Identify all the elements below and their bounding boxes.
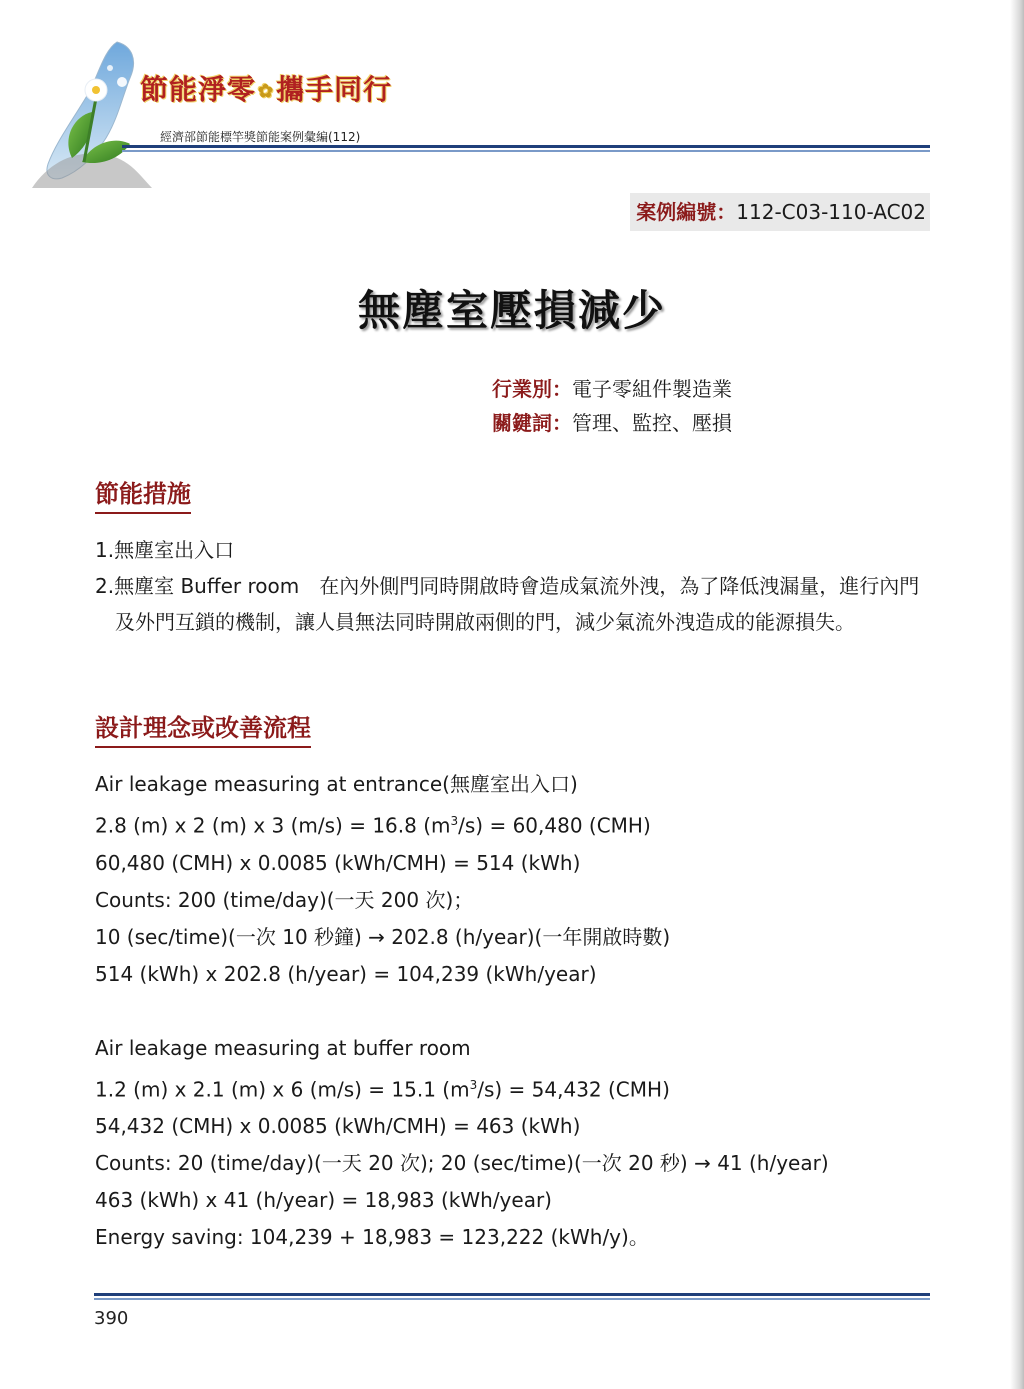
header-subtitle: 經濟部節能標竿獎節能案例彙編(112): [160, 130, 361, 144]
measures-list: [95, 532, 935, 640]
taiwan-plant-logo: [22, 38, 182, 188]
calc-line-part: 2.8 (m) x 2 (m) x 3 (m/s) = 16.8 (m: [95, 813, 451, 838]
header-rule: [122, 145, 930, 152]
keywords-value: 管理、監控、壓損: [572, 411, 732, 435]
calculation-text: [95, 766, 935, 1256]
spacer: [95, 993, 935, 1030]
calc-line-part: /s) = 54,432 (CMH): [477, 1077, 670, 1102]
header-rule-dark: [122, 145, 930, 148]
page-title: 無塵室壓損減少: [357, 286, 666, 335]
calc-line: 10 (sec/time)(一次 10 秒鐘) → 202.8 (h/year)(一年開啟時數): [95, 924, 671, 949]
calc-line: Air leakage measuring at entrance(無塵室出入口): [95, 772, 578, 796]
case-meta: [492, 372, 732, 440]
footer-rule-dark: [94, 1293, 930, 1296]
calc-line: [95, 1067, 935, 1109]
page-edge-shadow: [1010, 0, 1024, 1389]
keywords-label: 關鍵詞：: [492, 411, 572, 435]
calc-line: Counts: 20 (time/day)(一天 20 次); 20 (sec/time)(一次 20 秒) → 41 (h/year): [95, 1151, 829, 1176]
industry-value: 電子零組件製造業: [572, 377, 732, 401]
calc-line: 60,480 (CMH) x 0.0085 (kWh/CMH) = 514 (kWh): [95, 850, 581, 875]
industry-label: 行業別：: [492, 377, 572, 401]
footer-rule: [94, 1293, 930, 1300]
calc-line-part: 1.2 (m) x 2.1 (m) x 6 (m/s) = 15.1 (m: [95, 1077, 470, 1102]
section-heading-design: 設計理念或改善流程: [95, 708, 311, 748]
flower-icon: ✿: [258, 81, 275, 102]
calc-line-part: /s) = 60,480 (CMH): [458, 813, 651, 838]
case-number: [630, 193, 930, 231]
calc-line: 54,432 (CMH) x 0.0085 (kWh/CMH) = 463 (kWh): [95, 1114, 581, 1139]
calc-line: Energy saving: 104,239 + 18,983 = 123,222 (kWh/y)。: [95, 1225, 649, 1250]
measure-item: 1.無塵室出入口: [95, 538, 235, 562]
header-title-part1: 節能淨零: [140, 73, 257, 106]
header-rule-light: [122, 150, 930, 152]
measure-item: 2.無塵室 Buffer room 在內外側門同時開啟時會造成氣流外洩，為了降低洩漏量，進行內門及外門互鎖的機制，讓人員無法同時開啟兩側的門，減少氣流外洩造成的能源損失。: [95, 574, 920, 634]
calc-line: Air leakage measuring at buffer room: [95, 1035, 471, 1060]
superscript: 3: [469, 1077, 478, 1092]
footer-rule-light: [94, 1298, 930, 1300]
calc-line: 463 (kWh) x 41 (h/year) = 18,983 (kWh/year): [95, 1188, 552, 1213]
case-number-label: 案例編號：: [636, 200, 737, 224]
calc-line: [95, 803, 935, 845]
keywords-row: [492, 406, 732, 440]
case-number-value: 112-C03-110-AC02: [736, 200, 926, 224]
header-brand-title: [140, 68, 392, 108]
page-number: 390: [94, 1308, 129, 1329]
calc-line: 514 (kWh) x 202.8 (h/year) = 104,239 (kWh/year): [95, 961, 597, 986]
header-title-part2: 攜手同行: [276, 73, 393, 106]
superscript: 3: [450, 814, 459, 828]
calc-line: Counts: 200 (time/day)(一天 200 次)；: [95, 887, 474, 912]
industry-row: [492, 372, 732, 406]
section-heading-measures: 節能措施: [95, 474, 191, 514]
